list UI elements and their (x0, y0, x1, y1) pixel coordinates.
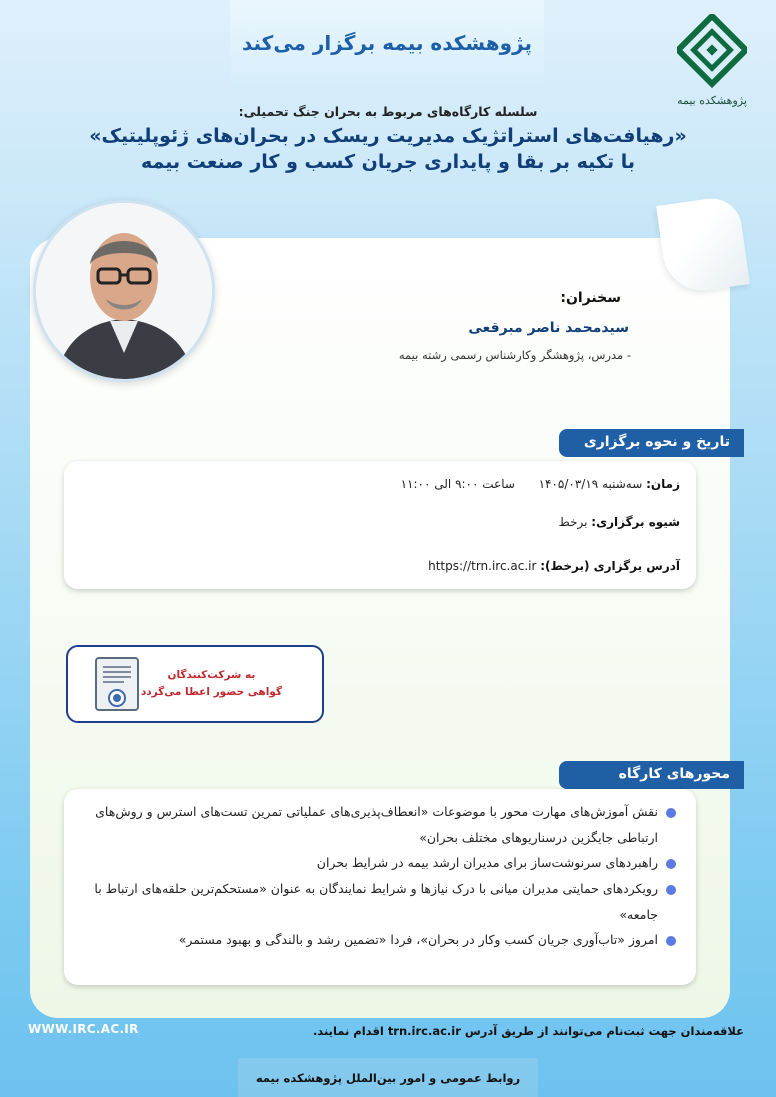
logo-emblem-icon (677, 14, 747, 90)
topic-item (88, 876, 676, 927)
event-title-line2: با تکیه بر بقا و پایداری جریان کسب و کار صنعت بیمه (141, 151, 635, 173)
organizer-banner (230, 0, 544, 86)
certificate-text (141, 667, 282, 701)
event-title-line1: «رهیافت‌های استراتژیک مدیریت ریسک در بحران‌های ژئوپلیتیک» (89, 125, 687, 147)
certificate-line2: گواهی حضور اعطا می‌گردد (140, 685, 282, 698)
topics-box (64, 789, 696, 985)
address-label: آدرس برگزاری (برخط): (540, 559, 680, 573)
certificate-icon (94, 656, 140, 714)
topic-item (88, 799, 676, 850)
event-intro (80, 104, 696, 173)
time-row (401, 477, 680, 491)
topic-text: امروز «تاب‌آوری جریان کسب وکار در بحران»، فردا «تضمین رشد و بالندگی و بهبود مستمر» (178, 932, 658, 948)
bullet-icon (666, 885, 676, 895)
website-link[interactable]: WWW.IRC.AC.IR (28, 1022, 139, 1036)
time-label: زمان: (646, 477, 680, 491)
organizer-text: پژوهشکده بیمه برگزار می‌کند (241, 31, 533, 55)
bullet-icon (666, 808, 676, 818)
speaker-info (398, 290, 631, 362)
topic-text: راهبردهای سرنوشت‌ساز برای مدیران ارشد بیمه در شرایط بحران (316, 855, 658, 871)
topic-text: رویکردهای حمایتی مدیران میانی با درک نیازها و شرایط نمایندگان به عنوان «مستحکم‌ترین حلقه‌های ارتباط با جامعه» (94, 880, 658, 922)
mode-value: برخط (558, 515, 588, 529)
topics-section-tag: محورهای کارگاه (559, 761, 744, 789)
speaker-photo-icon (36, 203, 212, 379)
address-row (428, 559, 680, 573)
bullet-icon (666, 936, 676, 946)
certificate-line1: به شرکت‌کنندگان (167, 669, 256, 681)
registration-note: علاقه‌مندان جهت ثبت‌نام می‌توانند از طریق آدرس trn.irc.ac.ir اقدام نمایند. (312, 1024, 744, 1038)
department-text: روابط عمومی و امور بین‌الملل پژوهشکده بیمه (255, 1070, 521, 1085)
topic-text: نقش آموزش‌های مهارت محور با موضوعات «انعطاف‌پذیری‌های عملیاتی تمرین تست‌های استرس و روش‌های ارتباطی جایگزین درسناریوهای مختلف بحران» (95, 804, 658, 845)
bullet-icon (666, 859, 676, 869)
schedule-box (64, 461, 696, 589)
speaker-name: سیدمحمد ناصر مبرقعی (468, 320, 629, 336)
schedule-section-tag: تاریخ و نحوه برگزاری (559, 429, 744, 457)
topic-item (88, 927, 676, 953)
time-value: ساعت ۹:۰۰ الی ۱۱:۰۰ (400, 477, 515, 491)
speaker-description: - مدرس، پژوهشگر وکارشناس رسمی رشته بیمه (398, 348, 631, 362)
speaker-label: سخنران: (560, 290, 621, 306)
mode-label: شیوه برگزاری: (591, 515, 680, 529)
address-link[interactable]: https://trn.irc.ac.ir (428, 559, 537, 573)
logo-text: پژوهشکده بیمه (677, 94, 747, 107)
mode-row (559, 515, 680, 529)
footer-bar (238, 1058, 538, 1097)
date-value: ۱۴۰۵/۰۳/۱۹ (538, 477, 599, 491)
day-value: سه‌شنبه (602, 477, 643, 491)
certificate-box (66, 645, 324, 723)
topic-item (88, 850, 676, 876)
speaker-portrait (33, 200, 215, 382)
series-label: سلسله کارگاه‌های مربوط به بحران جنگ تحمیلی: (238, 104, 538, 119)
